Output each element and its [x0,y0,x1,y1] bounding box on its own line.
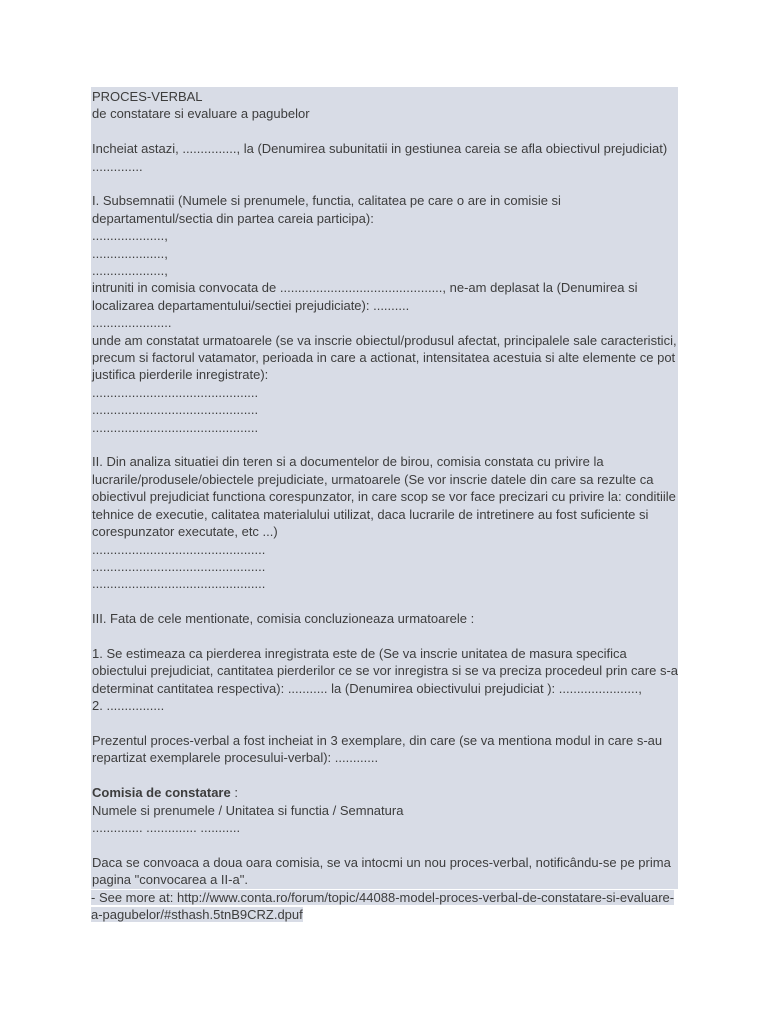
section2-dots-line: ................................................ [92,541,266,557]
section3-item-2: 2. ................ [92,698,165,714]
section1-findings-dots-line: .............................................. [92,419,259,435]
commission-colon: : [230,785,238,801]
section1-heading: I. Subsemnatii (Numele si prenumele, functia, calitatea pe care o are in comisie si departamentul/sectia din partea careia participa): [92,193,561,226]
see-more-link[interactable]: - See more at: http://www.conta.ro/forum/topic/44088-model-proces-verbal-de-constatare-si-evaluare-a-pagubelor/#sthash.5tnB9CRZ.dpuf [91,890,675,923]
section1-convocation-dots: ...................... [92,315,172,331]
commission-dots: .............. .............. ........... [92,819,241,835]
section2-dots-line: ................................................ [92,576,266,592]
section1-dots-line: ...................., [92,263,168,279]
document-title: PROCES-VERBAL [92,89,203,104]
section1-findings: unde am constatat urmatoarele (se va inscrie obiectul/produsul afectat, principalele sale caracteristici, precum si factorul vatamator, perioada in care a actionat, intensitatea acestuia si alte elemente ce pot justifica pierderile inregistrate): [92,332,677,383]
section2-paragraph: II. Din analiza situatiei din teren si a documentelor de birou, comisia constata cu privire la lucrarile/produsele/obiectele prejudiciate, urmatoarele (Se vor inscrie datele din care sa rezulte ca obiectivul prejudiciat functiona corespunzator, in care scop se vor face precizari cu privire la: conditiile tehnice de executie, calitatea materialului utilizat, daca lucrarile de intretinere au fost suficiente si corespunzator executate, etc ...) [92,454,676,540]
section1-dots-line: ...................., [92,245,168,261]
section2-dots-line: ................................................ [92,558,266,574]
intro-paragraph: Incheiat astazi, ..............., la (Denumirea subunitatii in gestiunea careia se afla obiectivul prejudiciat) .............. [92,141,668,174]
section1-findings-dots-line: .............................................. [92,384,259,400]
commission-heading [92,784,678,801]
section3-heading: III. Fata de cele mentionate, comisia concluzioneaza urmatoarele : [92,611,475,627]
commission-columns: Numele si prenumele / Unitatea si functia / Semnatura [92,802,404,818]
section1-dots-line: ...................., [92,228,168,244]
section1-findings-dots-line: .............................................. [92,402,259,418]
commission-label: Comisia de constatare [92,785,231,801]
section1-convocation: intruniti in comisia convocata de ............................................., ne-am deplasat la (Denumirea si localizarea departamentului/sectiei prejudiciate): .......... [92,280,638,313]
reconvene-note: Daca se convoaca a doua oara comisia, se va intocmi un nou proces-verbal, notificându-se pe prima pagina "convocarea a II-a". [92,854,671,888]
see-more-block [91,889,681,924]
document-subtitle: de constatare si evaluare a pagubelor [92,106,310,122]
document-body [91,87,678,889]
closing-paragraph: Prezentul proces-verbal a fost incheiat in 3 exemplare, din care (se va mentiona modul in care s-au repartizat exemplarele procesului-verbal): ............ [92,732,663,766]
section3-item-1: 1. Se estimeaza ca pierderea inregistrata este de (Se va inscrie unitatea de masura specifica obiectului prejudiciat, cantitatea pierderilor ce se vor inregistra si se va preciza procedeul prin care s-a determinat cantitatea respectiva): ........... la (Denumirea obiectivului prejudiciat ): ......................, [92,645,679,696]
